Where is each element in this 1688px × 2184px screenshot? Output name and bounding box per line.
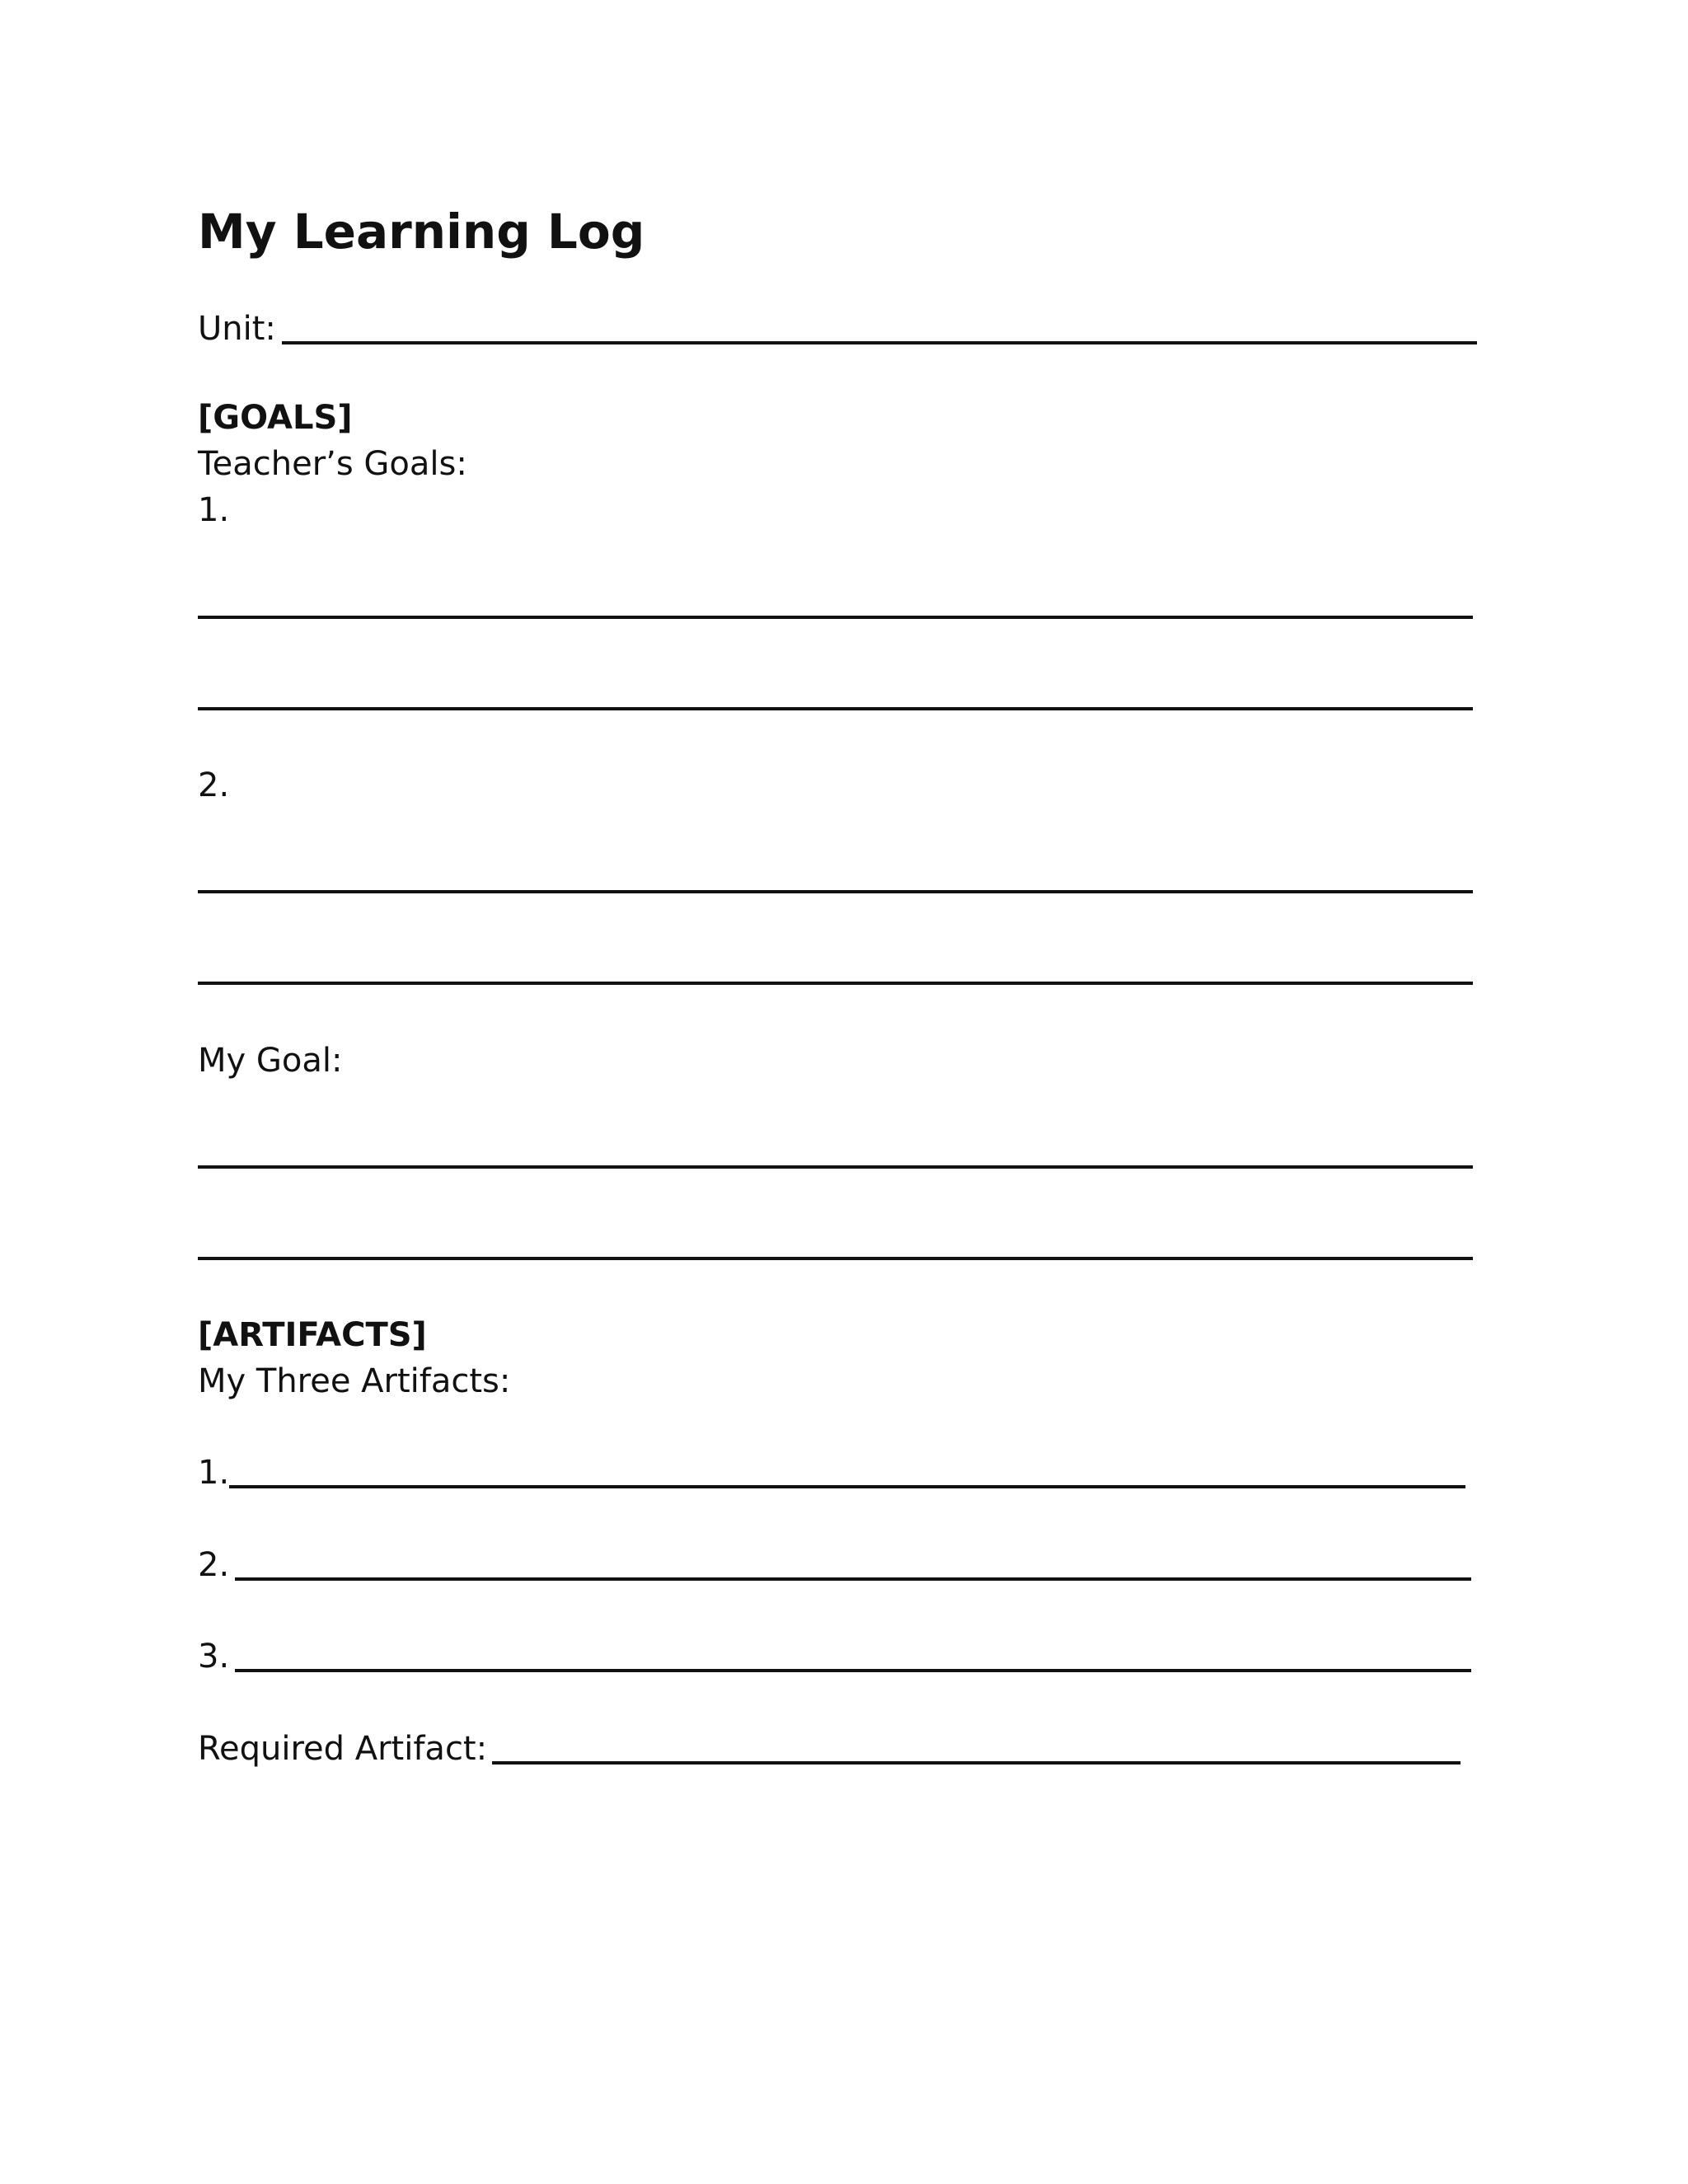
teacher-goal-1-line-2[interactable] [198,707,1473,710]
three-artifacts-label: My Three Artifacts: [198,1362,511,1400]
my-goal-label: My Goal: [198,1042,343,1080]
required-artifact-label: Required Artifact: [198,1730,488,1768]
artifact-2-line[interactable] [235,1577,1471,1581]
teachers-goals-label: Teacher’s Goals: [198,445,467,483]
artifact-1-line[interactable] [229,1485,1465,1488]
goals-heading: [GOALS] [198,399,353,437]
artifact-2-number: 2. [198,1546,230,1584]
my-goal-line-1[interactable] [198,1165,1473,1169]
artifact-3-number: 3. [198,1638,230,1675]
unit-label: Unit: [198,310,276,348]
unit-write-line[interactable] [282,341,1477,344]
artifacts-heading: [ARTIFACTS] [198,1316,427,1354]
my-goal-line-2[interactable] [198,1257,1473,1260]
teacher-goal-1-line-1[interactable] [198,616,1473,619]
artifact-1-number: 1. [198,1454,230,1492]
teacher-goal-2-number: 2. [198,766,230,804]
artifact-3-line[interactable] [235,1669,1471,1672]
page-title: My Learning Log [198,204,645,260]
teacher-goal-1-number: 1. [198,491,230,529]
required-artifact-line[interactable] [492,1761,1461,1765]
teacher-goal-2-line-1[interactable] [198,890,1473,893]
teacher-goal-2-line-2[interactable] [198,982,1473,985]
